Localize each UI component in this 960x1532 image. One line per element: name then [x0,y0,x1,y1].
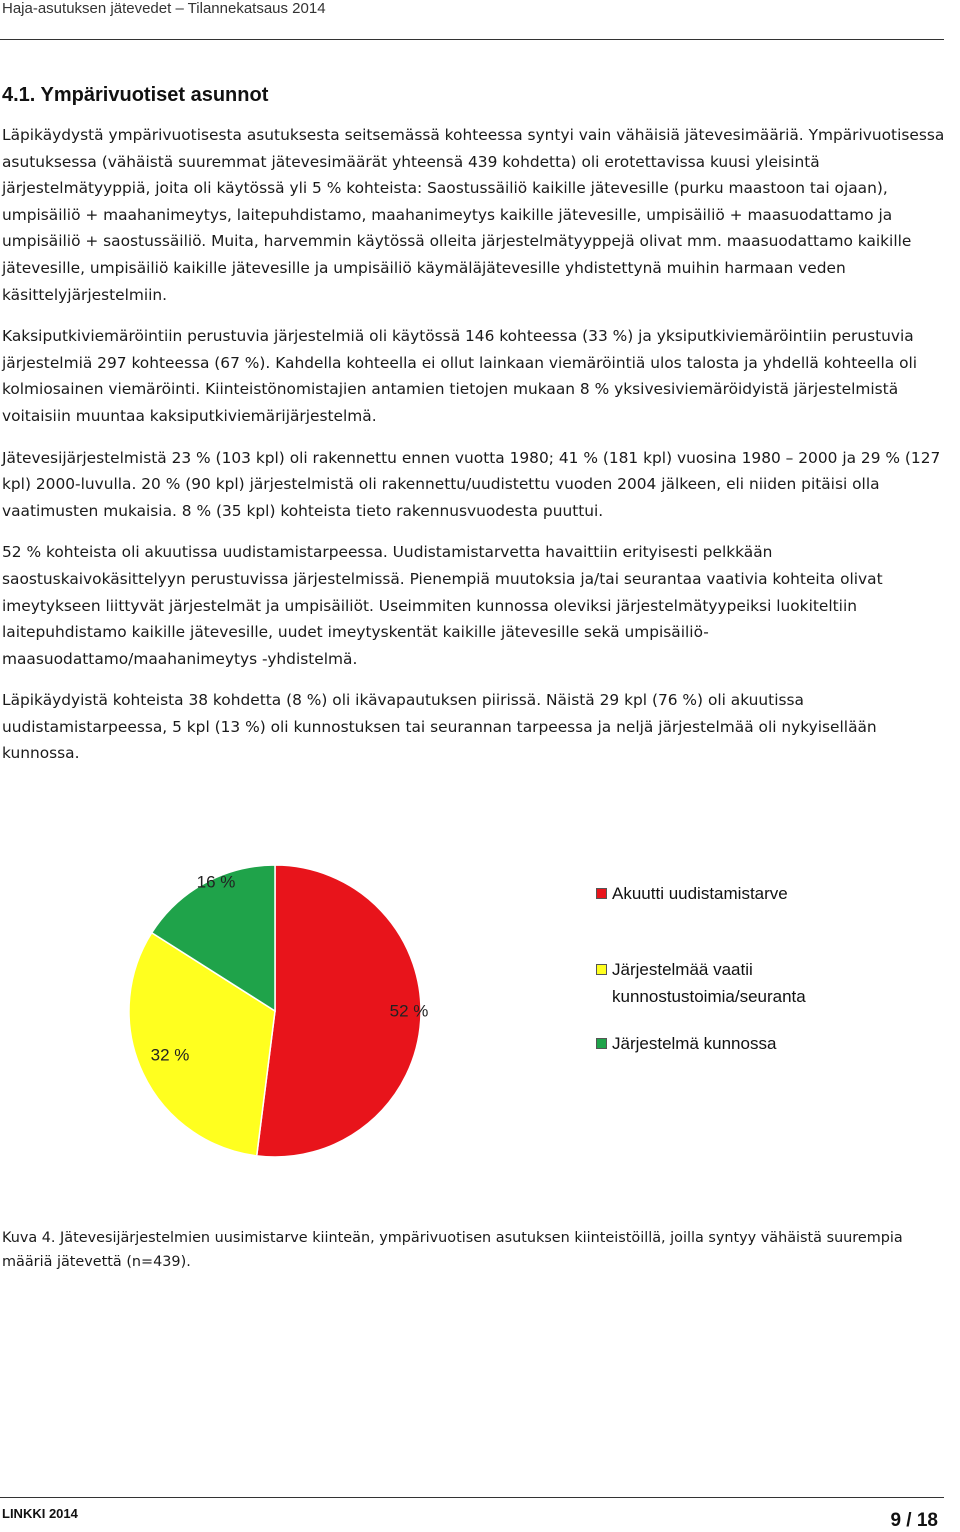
pie-data-label: 52 % [389,1001,429,1021]
body-text [2,122,958,782]
page-header [0,0,944,40]
legend-label: Järjestelmää vaatii kunnostustoimia/seuranta [612,960,806,1006]
pie-data-label: 16 % [196,872,236,892]
figure-caption: Kuva 4. Jätevesijärjestelmien uusimistarve kiinteän, ympärivuotisen asutuksen kiinteistöillä, joilla syntyy vähäistä suurempia määriä jätevettä (n=439). [2,1230,903,1270]
legend-swatch [596,964,607,975]
pie-chart-svg [0,840,560,1200]
legend-swatch [596,888,607,899]
page-number: 9 / 18 [890,1510,938,1531]
footer-rule [0,1497,944,1498]
footer-org: LINKKI 2014 [2,1506,78,1521]
paragraph: Kaksiputkiviemäröintiin perustuvia järjestelmiä oli käytössä 146 kohteessa (33 %) ja yksiputkiviemäröintiin perustuvia järjestelmiä 297 kohteessa (67 %). Kahdella kohteella ei ollut lainkaan viemäröintiä ulos talosta ja yhdellä kohteella oli kolmiosainen viemäröinti. Kiinteistönomistajien antamien tietojen mukaan 8 % yksivesiviemäröidyistä järjestelmistä voitaisiin muuntaa kaksiputkiviemärijärjestelmä. [2,327,918,425]
section-title: 4.1. Ympärivuotiset asunnot [2,84,269,106]
paragraph: Läpikäydystä ympärivuotisesta asutuksesta seitsemässä kohteessa syntyi vain vähäisiä jätevesimääriä. Ympärivuotisessa asutuksessa (vähäistä suuremmat jätevesimäärät yhteensä 439 kohdetta) oli erotettavissa kuusi yleisintä järjestelmätyyppiä, joita oli käytössä yli 5 % kohteista: Saostussäiliö kaikille jätevesille (purku maastoon tai ojaan), umpisäiliö + maahanimeytys, laitepuhdistamo, maahanimeytys kaikille jätevesille, umpisäiliö + maasuodattamo ja umpisäiliö + saostussäiliö. Muita, harvemmin käytössä olleita järjestelmätyyppejä olivat mm. maasuodattamo kaikille jätevesille, umpisäiliö kaikille jätevesille ja umpisäiliö käymäläjätevesille yhdistettynä muihin harmaan veden käsittelyjärjestelmiin. [2,126,945,304]
pie-chart [0,840,960,1200]
paragraph: Jätevesijärjestelmistä 23 % (103 kpl) oli rakennettu ennen vuotta 1980; 41 % (181 kpl) vuosina 1980 – 2000 ja 29 % (127 kpl) 2000-luvulla. 20 % (90 kpl) järjestelmistä oli rakennettu/uudistettu vuoden 2004 jälkeen, eli niiden pitäisi olla vaatimusten mukaisia. 8 % (35 kpl) kohteista tieto rakennusvuodesta puuttui. [2,448,941,520]
header-title: Haja-asutuksen jätevedet – Tilannekatsaus 2014 [2,0,326,17]
legend-swatch [596,1038,607,1049]
legend-label: Järjestelmä kunnossa [612,1034,777,1053]
paragraph: Läpikäydyistä kohteista 38 kohdetta (8 %) oli ikävapautuksen piirissä. Näistä 29 kpl (76 %) oli akuutissa uudistamistarpeessa, 5 kpl (13 %) oli kunnostuksen tai seurannan tarpeessa ja neljä järjestelmää oli nykyisellään kunnossa. [2,691,877,763]
paragraph: 52 % kohteista oli akuutissa uudistamistarpeessa. Uudistamistarvetta havaittiin erityisesti pelkkään saostuskaivokäsittelyyn perustuvissa järjestelmissä. Pienempiä muutoksia ja/tai seurantaa vaativia kohteita olivat imeytykseen liittyvät järjestelmät ja umpisäiliöt. Useimmiten kunnossa oleviksi järjestelmätyypeiksi luokiteltiin laitepuhdistamo kaikille jätevesille, uudet imeytyskentät kaikille jätevesille sekä umpisäiliö-maasuodattamo/maahanimeytys -yhdistelmä. [2,543,883,668]
pie-data-label: 32 % [150,1045,190,1065]
legend-label: Akuutti uudistamistarve [612,884,788,903]
